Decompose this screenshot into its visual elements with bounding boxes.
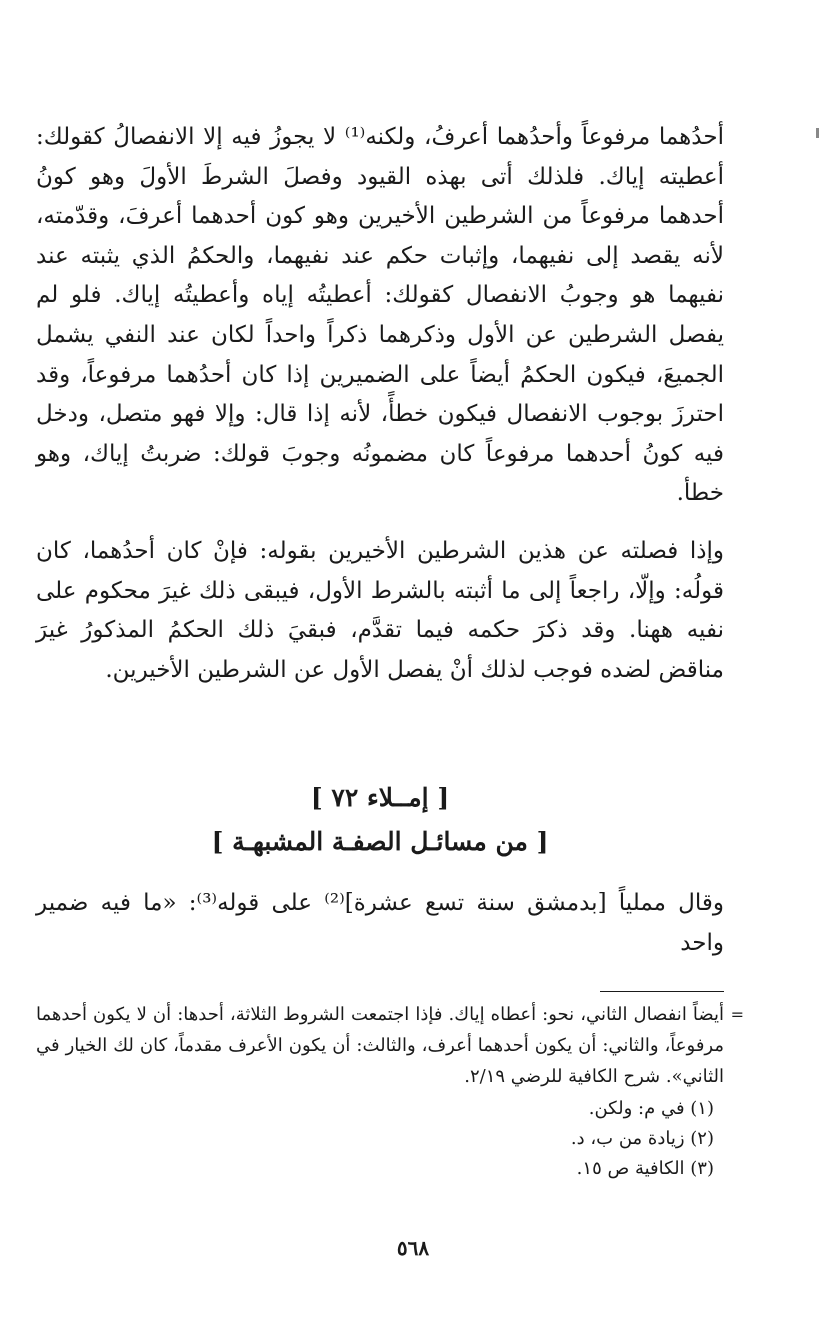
- paragraph-3: وقال مملياً [بدمشق سنة تسع عشرة]⁽²⁾ على قوله⁽³⁾: «ما فيه ضمير واحد: [36, 890, 724, 956]
- page-number: ٥٦٨: [396, 1236, 430, 1260]
- paragraph-1: أحدُهما مرفوعاً وأحدُهما أعرفُ، ولكنه⁽¹⁾ لا يجوزُ فيه إلا الانفصالُ كقولك: أعطيته إياك. فلذلك أتى بهذه القيود وفصلَ الشرطَ الأولَ وهو كونُ أحدهما مرفوعاً من الشرطين الأخيرين وهو كون أحدهما أعرفَ، وقدّمته، لأنه يقصد إلى نفيهما، وإثبات حكم عند نفيهما، والحكمُ الذي يثبته عند نفيهما هو وجوبُ الانفصال كقولك: أعطيتُه إياه وأعطيتُه إياك. فلو لم يفصل الشرطين عن الأول وذكرهما ذكراً واحداً لكان عند النفي يشمل الجميعَ، فيكون الحكمُ أيضاً على الضميرين إذا كان أحدُهما مرفوعاً، وقد احترزَ بوجوب الانفصال فيكون خطأً، لأنه إذا قال: وإلا فهو متصل، ودخل فيه كونُ أحدهما مرفوعاً كان مضمونُه وجوبَ قولك: ضربتُ إياك، وهو خطأ.: [36, 124, 724, 507]
- footnote-item: (٢) زيادة من ب، د.: [570, 1128, 714, 1149]
- section-number-heading: [ إمــلاء ٧٢ ]: [310, 783, 450, 813]
- footnote-item: (٣) الكافية ص ١٥.: [576, 1158, 714, 1179]
- footnote-continuation-text: أيضاً انفصال الثاني، نحو: أعطاه إياك. فإذا اجتمعت الشروط الثلاثة، أحدها: أن لا يكون أحدهما مرفوعاً، والثاني: أن يكون أحدهما أعرف، والثالث: أن يكون الأعرف مقدماً، كان لك الخيار في الثاني». شرح الكافية للرضي ٢/١٩.: [36, 1004, 724, 1087]
- scan-artifact: [816, 128, 819, 138]
- section-title-heading: [ من مسائـل الصفـة المشبهـة ]: [211, 827, 549, 857]
- paragraph-2: وإذا فصلته عن هذين الشرطين الأخيرين بقوله: فإنْ كان أحدُهما، كان قولُه: وإلّا، راجعاً إلى ما أثبته بالشرط الأول، فيبقى ذلك غيرَ محكوم على نفيه ههنا. وقد ذكرَ حكمه فيما تقدَّم، فبقيَ ذلك الحكمُ المذكورُ غيرَ مناقض لضده فوجب لذلك أنْ يفصل الأول عن الشرطين الأخيرين.: [36, 537, 724, 683]
- footnote-item: (١) في م: ولكن.: [588, 1098, 714, 1119]
- continuation-mark: =: [730, 1005, 744, 1024]
- footnotes: [36, 999, 744, 1184]
- footnote-list: [36, 1094, 724, 1184]
- footnote-continuation: [36, 999, 744, 1092]
- footnote-separator: [600, 991, 724, 992]
- page-body: [36, 118, 724, 964]
